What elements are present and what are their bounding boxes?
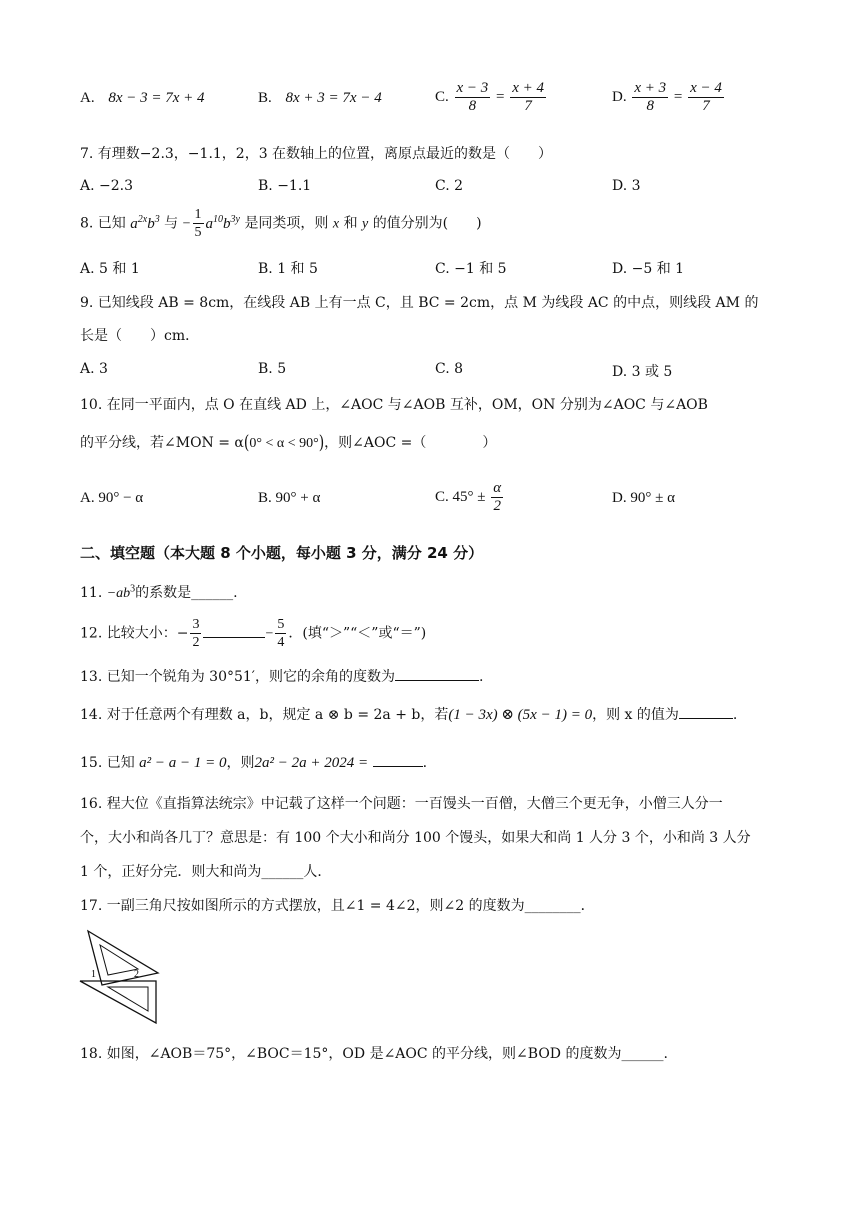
q10-option-d: D. 90° ± α	[612, 490, 675, 506]
q8-suffix: 是同类项，则	[244, 215, 329, 232]
q12	[80, 616, 426, 651]
q8-neg: −	[182, 216, 191, 232]
q10-line1: 10. 在同一平面内，点 O 在直线 AD 上，∠AOC 与∠AOB 互补，OM，ON 分别为∠AOC 与∠AOB	[80, 397, 708, 413]
q10-option-c	[435, 480, 505, 515]
q11-exp: 3	[130, 583, 136, 595]
q6-option-c: C. $\frac{x - 3}{8}$ = $\frac{x + 4}{7}$	[435, 80, 545, 114]
q6-a-label: A.	[80, 90, 95, 106]
q6-b-label: B.	[258, 90, 272, 106]
q12-frac2: $\frac{5}{4}$	[277, 617, 285, 650]
q6-c-frac-left: $\frac{x - 3}{8}$	[456, 80, 489, 114]
q6-a-equation: 8x − 3 = 7x + 4	[108, 90, 205, 106]
q9-option-c: C. 8	[435, 361, 464, 377]
q15-pre: 15. 已知	[80, 755, 135, 771]
q10-option-a: A. 90° − α	[80, 490, 144, 506]
angle-label-2: 2	[134, 969, 139, 980]
q8-suffix3: 的值分别为( )	[372, 215, 482, 232]
q10-line2-post: ，则∠AOC =（ ）	[324, 435, 497, 451]
q6-c-frac-right: $\frac{x + 4}{7}$	[512, 80, 545, 114]
q6-d-label: D.	[612, 88, 627, 105]
q9-option-d: D. 3 或 5	[612, 364, 673, 380]
section-heading-fill-in: 二、填空题（本大题 8 个小题，每小题 3 分，满分 24 分）	[80, 544, 484, 562]
q8-option-b: B. 1 和 5	[258, 261, 318, 277]
q16-line3: 1 个，正好分完．则大和尚为______人．	[80, 864, 332, 880]
q15	[80, 752, 427, 772]
q13-text: 13. 已知一个锐角为 30°51′，则它的余角的度数为	[80, 669, 395, 685]
q6-b-equation: 8x + 3 = 7x − 4	[285, 90, 382, 106]
q8-option-d: D. −5 和 1	[612, 261, 685, 277]
q15-eq1: a² − a − 1 = 0	[139, 755, 227, 771]
angle-label-1: 1	[91, 969, 96, 980]
q6-d-frac-left: $\frac{x + 3}{8}$	[634, 80, 667, 114]
q6-option-a	[80, 90, 205, 107]
q9-option-b: B. 5	[258, 361, 287, 377]
q16-line2: 个，大小和尚各几丁？意思是：有 100 个大小和尚分 100 个馒头，如果大和尚 1 人分 3 个，小和尚 3 人分	[80, 830, 751, 846]
q18-text: 18. 如图，∠AOB＝75°，∠BOC＝15°，OD 是∠AOC 的平分线，则∠BOD 的度数为______.	[80, 1046, 668, 1062]
q17-triangle-rulers-figure	[78, 925, 168, 1025]
q16-line1: 16. 程大位《直指算法统宗》中记载了这样一个问题：一百馒头一百僧，大僧三个更无争，小僧三人分一	[80, 796, 723, 812]
q8-mid: 与	[164, 215, 179, 232]
q10-line2-pre: 的平分线，若∠MON = α	[80, 435, 244, 451]
q12-frac1: $\frac{3}{2}$	[192, 617, 200, 650]
q7-stem: 7. 有理数−2.3，−1.1，2，3 在数轴上的位置，离原点最近的数是（ ）	[80, 146, 553, 162]
q6-option-b	[258, 90, 382, 107]
q11-expr: −ab	[106, 586, 131, 601]
q6-c-label: C.	[435, 88, 449, 105]
q10-line2: 的平分线，若∠MON = α(0° < α < 90°)，则∠AOC =（ ）	[80, 432, 497, 454]
q12-neg2: −	[265, 626, 274, 642]
q10-option-b: B. 90° + α	[258, 490, 321, 506]
q10-c-frac: $\frac{\alpha}{2}$	[493, 480, 502, 514]
q8-option-c: C. −1 和 5	[435, 261, 507, 277]
q14-expr: (1 − 3x) ⊗ (5x − 1) = 0	[448, 707, 593, 723]
q14-text2: ，则 x 的值为	[592, 707, 679, 723]
q8-stem: 8. 已知 $a^{2x}b^3$ 与 − $\frac{1}{5}$ $a^{10}b^{3y}$ 是同类项，则 x 和 y 的值分别为( )	[80, 207, 482, 240]
q13-end: .	[478, 669, 484, 685]
q12-blank	[203, 637, 265, 638]
q7-option-c: C. 2	[435, 178, 464, 194]
q7-option-a: A. −2.3	[80, 178, 134, 194]
q8-prefix: 8. 已知	[80, 215, 126, 232]
q13	[80, 666, 483, 686]
upper-triangle-ruler	[88, 931, 158, 985]
q6-d-frac-right: $\frac{x - 4}{7}$	[690, 80, 722, 114]
q15-blank	[373, 766, 423, 767]
q10-c-pre: C. 45° ±	[435, 488, 486, 505]
q7-option-b: B. −1.1	[258, 178, 312, 194]
q12-suffix: ．(填“＞”“＜”或“＝”)	[288, 625, 427, 642]
q8-frac: $\frac{1}{5}$	[194, 207, 202, 240]
q7-option-d: D. 3	[612, 178, 641, 194]
q9-line1: 9. 已知线段 AB = 8cm，在线段 AB 上有一点 C，且 BC = 2cm，点 M 为线段 AC 的中点，则线段 AM 的	[80, 295, 759, 311]
q9-line2: 长是（ ）cm．	[80, 328, 200, 344]
q13-blank	[395, 680, 479, 681]
q12-prefix: 12. 比较大小：−	[80, 625, 189, 642]
q11	[80, 582, 238, 602]
q14-blank	[679, 718, 733, 719]
q8-term1: $a^{2x}b^3$	[130, 213, 160, 232]
q9-option-a: A. 3	[80, 361, 108, 377]
q14	[80, 704, 737, 724]
q11-text: 的系数是______.	[135, 585, 238, 601]
q8-suffix2: 和	[343, 215, 358, 232]
q8-option-a: A. 5 和 1	[80, 261, 140, 277]
q11-num: 11.	[80, 585, 103, 601]
q8-term2: $a^{10}b^{3y}$	[205, 213, 240, 232]
q14-end: .	[732, 707, 738, 723]
q10-range: 0° < α < 90°	[249, 436, 319, 451]
q17-text: 17. 一副三角尺按如图所示的方式摆放，且∠1 = 4∠2，则∠2 的度数为________．	[80, 898, 595, 914]
q15-mid: ，则	[226, 755, 255, 771]
q15-eq2: 2a² − 2a + 2024 =	[254, 755, 369, 771]
q6-option-d: D. $\frac{x + 3}{8}$ = $\frac{x - 4}{7}$	[612, 80, 722, 114]
q14-text: 14. 对于任意两个有理数 a，b，规定 a ⊗ b = 2a + b，若	[80, 707, 449, 723]
q15-end: .	[422, 755, 428, 771]
